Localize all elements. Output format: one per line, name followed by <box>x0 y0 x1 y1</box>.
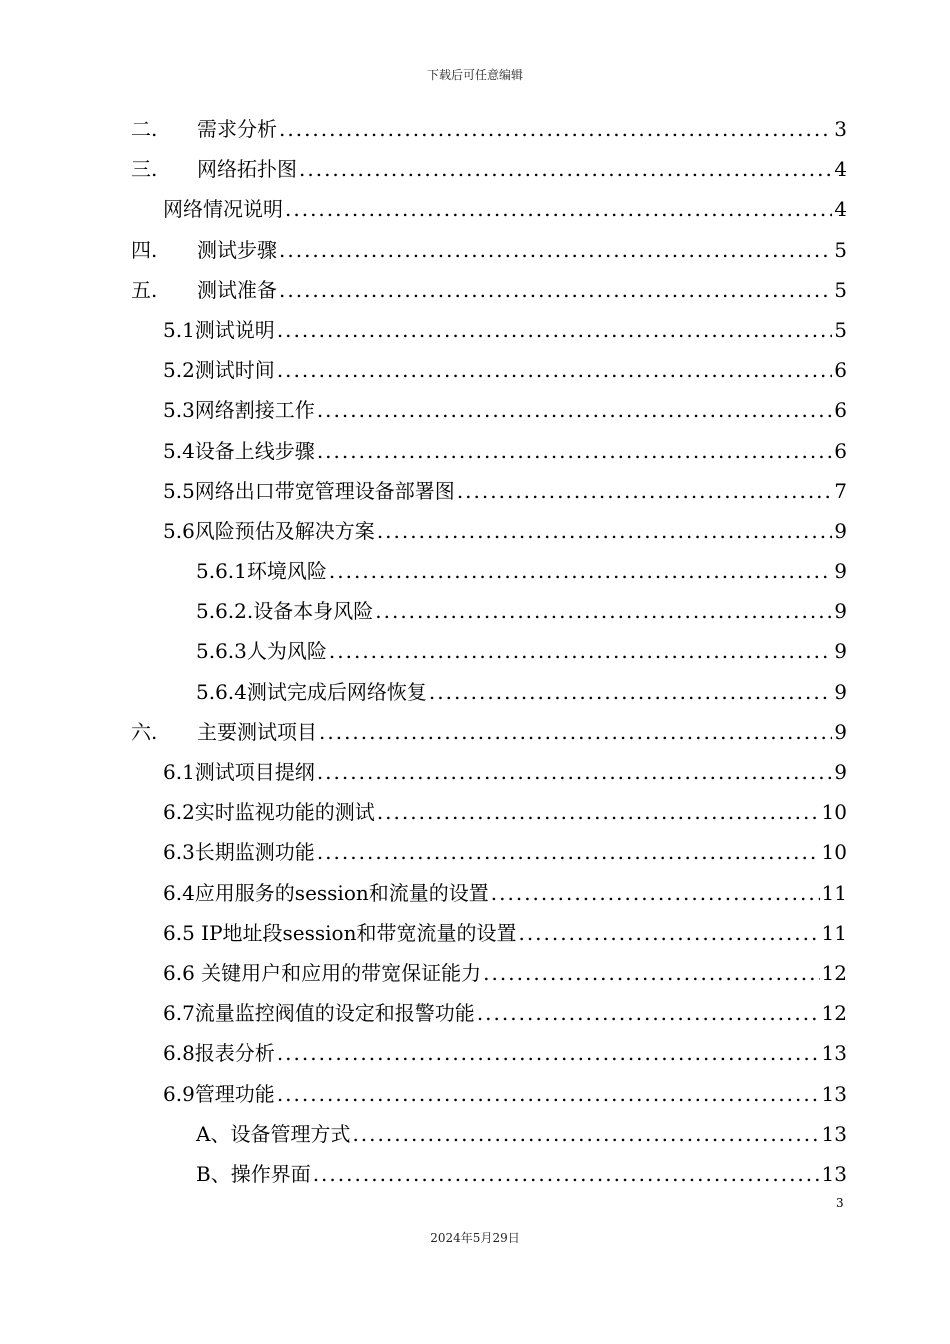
toc-entry[interactable] <box>131 193 847 233</box>
toc-page: 9 <box>834 559 847 584</box>
toc-title: 5.3网络割接工作 <box>163 398 315 423</box>
toc-leader <box>329 639 832 663</box>
toc-title: 6.9管理功能 <box>163 1081 275 1106</box>
toc-title: 6.4应用服务的session和流量的设置 <box>163 880 489 905</box>
toc-title: 测试准备 <box>197 277 277 302</box>
toc-page: 7 <box>834 478 847 503</box>
toc-title: 5.6.4测试完成后网络恢复 <box>196 679 427 704</box>
toc-entry[interactable] <box>131 354 847 394</box>
toc-title: B、操作界面 <box>196 1161 311 1186</box>
toc-page: 9 <box>834 599 847 624</box>
toc-title: 5.6.3人为风险 <box>196 639 327 664</box>
toc-page: 6 <box>834 438 847 463</box>
toc-title: 6.3长期监测功能 <box>163 840 315 865</box>
toc-title: 6.1测试项目提纲 <box>163 760 315 784</box>
toc-entry[interactable] <box>131 957 847 997</box>
toc-page: 13 <box>821 1081 847 1106</box>
toc-page: 3 <box>834 117 847 141</box>
toc-leader <box>457 479 832 503</box>
toc-title: 6.5 IP地址段session和带宽流量的设置 <box>163 920 517 945</box>
toc-entry[interactable] <box>131 1037 847 1077</box>
toc-number: 六. <box>131 719 158 744</box>
toc-entry[interactable] <box>131 113 847 153</box>
toc-entry[interactable] <box>131 1118 847 1158</box>
toc-leader <box>299 157 832 181</box>
toc-page: 9 <box>834 719 847 744</box>
toc-leader <box>277 1082 820 1106</box>
toc-entry[interactable] <box>131 1078 847 1118</box>
toc-title: 网络情况说明 <box>163 197 283 222</box>
toc-leader <box>279 117 832 141</box>
toc-page: 5 <box>834 237 847 262</box>
toc-leader <box>429 680 832 704</box>
toc-entry[interactable] <box>131 595 847 635</box>
toc-entry[interactable] <box>131 475 847 515</box>
toc-leader <box>317 398 832 422</box>
toc-page: 10 <box>821 800 847 825</box>
toc-number: 二. <box>131 117 158 141</box>
toc-leader <box>491 881 820 905</box>
toc-leader <box>319 720 832 744</box>
toc-entry[interactable] <box>131 716 847 756</box>
toc-page: 10 <box>821 840 847 865</box>
toc-leader <box>329 559 832 583</box>
toc-page: 5 <box>834 277 847 302</box>
toc-leader <box>277 1041 820 1065</box>
toc-title: 测试步骤 <box>197 237 277 262</box>
toc-leader <box>317 439 832 463</box>
toc-entry[interactable] <box>131 836 847 876</box>
toc-leader <box>317 760 832 784</box>
toc-title: 网络拓扑图 <box>197 157 297 182</box>
toc-page: 4 <box>834 197 847 222</box>
toc-page: 9 <box>834 760 847 784</box>
toc-page: 6 <box>834 358 847 383</box>
toc-title: A、设备管理方式 <box>196 1121 351 1146</box>
toc-leader <box>313 1162 820 1186</box>
toc-title: 6.2实时监视功能的测试 <box>163 800 375 825</box>
toc-leader <box>377 519 832 543</box>
toc-leader <box>317 840 820 864</box>
toc-title: 5.6风险预估及解决方案 <box>163 518 375 543</box>
toc-leader <box>352 1122 819 1146</box>
toc-title: 6.7流量监控阀值的设定和报警功能 <box>163 1001 475 1026</box>
toc-leader <box>518 921 819 945</box>
toc-title: 5.2测试时间 <box>163 358 275 383</box>
toc-leader <box>377 800 820 824</box>
toc-title: 5.5网络出口带宽管理设备部署图 <box>163 478 455 503</box>
toc-title: 5.4设备上线步骤 <box>163 438 315 463</box>
toc-page: 6 <box>834 398 847 423</box>
toc-entry[interactable] <box>131 676 847 716</box>
toc-entry[interactable] <box>131 274 847 314</box>
toc-entry[interactable] <box>131 1158 847 1198</box>
toc-entry[interactable] <box>131 314 847 354</box>
toc-title: 6.6 关键用户和应用的带宽保证能力 <box>163 960 482 985</box>
toc-number: 五. <box>131 277 158 302</box>
toc-entry[interactable] <box>131 877 847 917</box>
toc-title: 5.6.2.设备本身风险 <box>196 599 374 624</box>
toc-leader <box>285 197 832 221</box>
toc-leader <box>279 278 832 302</box>
toc-leader <box>277 318 832 342</box>
toc-page: 11 <box>821 920 847 945</box>
table-of-contents <box>131 113 847 1198</box>
page-footer-date: 2024年5月29日 <box>430 1231 520 1245</box>
toc-page: 9 <box>834 518 847 543</box>
toc-page: 9 <box>834 679 847 704</box>
toc-title: 需求分析 <box>197 117 277 141</box>
toc-title: 5.6.1环境风险 <box>196 559 327 584</box>
toc-page: 13 <box>821 1041 847 1066</box>
toc-entry[interactable] <box>131 153 847 193</box>
toc-entry[interactable] <box>131 234 847 274</box>
toc-page: 9 <box>834 639 847 664</box>
toc-title: 主要测试项目 <box>197 719 317 744</box>
toc-entry[interactable] <box>131 555 847 595</box>
toc-page: 11 <box>821 880 847 905</box>
page-header: 下载后可任意编辑 <box>426 68 523 82</box>
toc-entry[interactable] <box>131 435 847 475</box>
toc-entry[interactable] <box>131 997 847 1037</box>
page-number: 3 <box>836 1196 844 1210</box>
toc-page: 4 <box>834 157 847 182</box>
toc-number: 三. <box>131 157 158 182</box>
toc-leader <box>279 238 832 262</box>
toc-leader <box>477 1001 820 1025</box>
toc-leader <box>375 599 832 623</box>
toc-leader <box>483 961 819 985</box>
toc-entry[interactable] <box>131 796 847 836</box>
toc-title: 6.8报表分析 <box>163 1041 275 1066</box>
toc-number: 四. <box>131 237 158 262</box>
toc-page: 13 <box>821 1161 847 1186</box>
toc-page: 13 <box>821 1121 847 1146</box>
toc-title: 5.1测试说明 <box>163 317 275 342</box>
toc-entry[interactable] <box>131 756 847 796</box>
toc-page: 12 <box>821 1001 847 1026</box>
toc-entry[interactable] <box>131 515 847 555</box>
toc-page: 5 <box>834 317 847 342</box>
toc-entry[interactable] <box>131 917 847 957</box>
toc-entry[interactable] <box>131 394 847 434</box>
toc-leader <box>277 358 832 382</box>
toc-entry[interactable] <box>131 635 847 675</box>
toc-page: 12 <box>821 960 847 985</box>
